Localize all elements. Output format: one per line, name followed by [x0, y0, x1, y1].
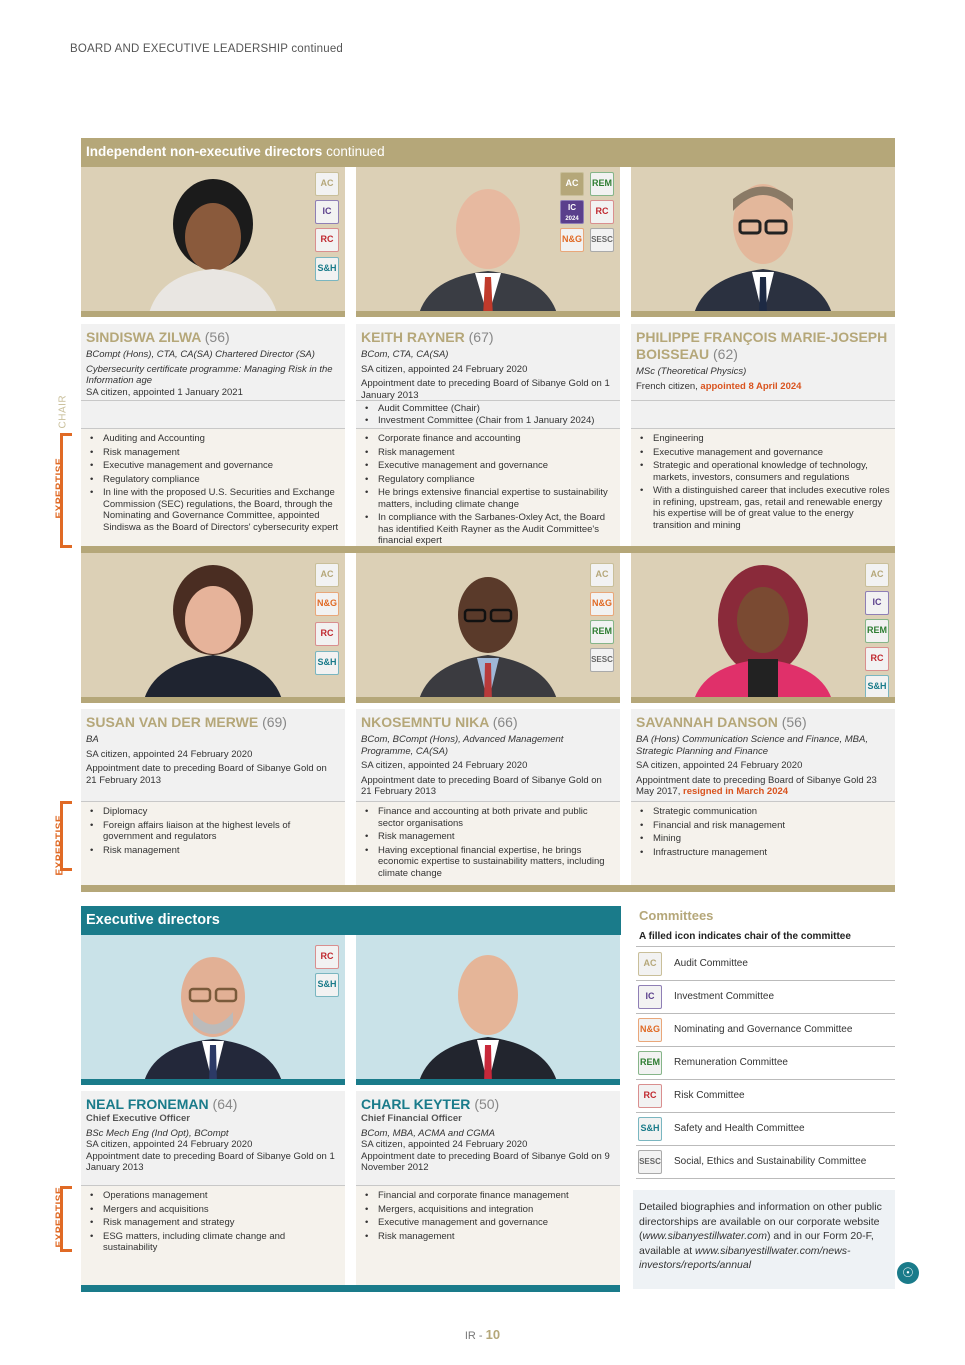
section-title-bold: Independent non-executive directors [86, 144, 323, 159]
appointment: SA citizen, appointed 24 February 2020 [361, 363, 528, 375]
expertise-froneman [81, 1185, 345, 1285]
expertise-item: • Having exceptional financial expertise, he brings economic expertise to sustainability matters, including climate change [361, 845, 615, 880]
section-title-continued: continued [326, 144, 385, 159]
expertise-item: • Financial and risk management [636, 820, 890, 832]
age-text: (67) [468, 329, 494, 345]
appointment-highlight: appointed 8 April 2024 [700, 380, 802, 392]
portrait-rayner [413, 169, 563, 317]
appointment: SA citizen, appointed 24 February 2020 [86, 1139, 253, 1150]
expertise-item: • Mining [636, 833, 890, 845]
chair-roles-zilwa [81, 400, 345, 428]
expertise-item: • Mergers and acquisitions [86, 1204, 340, 1216]
page-number [0, 1327, 965, 1342]
executive-info-keyter [356, 1091, 620, 1185]
executive-info-froneman [81, 1091, 345, 1185]
expertise-item: • Foreign affairs liaison at the highest levels of government and regulators [86, 820, 340, 843]
badge-rc: RC [590, 200, 614, 224]
expertise-item: • Regulatory compliance [361, 474, 615, 486]
expertise-item: • Strategic communication [636, 806, 890, 818]
appointment-preceding: Appointment date to preceding Board of Sibanye Gold on 1 January 2013 [361, 378, 610, 401]
badge-ng: N&G [590, 592, 614, 616]
committee-row-sh [636, 1113, 895, 1146]
expertise-item: • In line with the proposed U.S. Securities and Exchange Commission (SEC) regulations, the Board, through the Nominating and Governance Committee, appointed Sindiswa as the Board of Directors' cybersecurity expert [86, 487, 340, 533]
portrait-keyter [413, 937, 563, 1085]
badge-ic-year: 2024 [565, 216, 579, 222]
name-text: SINDISWA ZILWA [86, 329, 201, 345]
portrait-zilwa [138, 169, 288, 317]
director-photo-boisseau [631, 167, 895, 317]
qualifications: BA (Hons) Communication Science and Finance, MBA, Strategic Planning and Finance [636, 734, 868, 757]
badge-sh: S&H [315, 257, 339, 281]
expertise-bracket-3 [60, 1186, 72, 1252]
badge-rc: RC [638, 1084, 662, 1108]
expertise-item: • Finance and accounting at both private and public sector organisations [361, 806, 615, 829]
badge-ic-chair [560, 200, 584, 224]
section-title-executive: Executive directors [81, 906, 621, 935]
director-name [636, 714, 890, 731]
qualifications: BCompt (Hons), CTA, CA(SA) Chartered Director (SA) [86, 349, 315, 360]
director-name [361, 329, 615, 346]
qualifications: BCom, BCompt (Hons), Advanced Management Programme, CA(SA) [361, 734, 564, 757]
badge-ic: IC [638, 985, 662, 1009]
row-divider-2 [81, 885, 895, 892]
director-name [86, 329, 340, 346]
expertise-zilwa [81, 428, 345, 546]
note-text: Detailed biographies and information on other public directorships are available on our corporate website ( [639, 1201, 882, 1242]
portrait-boisseau [688, 169, 838, 317]
expertise-item: • He brings extensive financial expertise to sustainability matters, including climate change [361, 487, 615, 510]
director-info-vandermerwe [81, 709, 345, 801]
committee-label: Investment Committee [674, 991, 775, 1002]
expertise-item: • Auditing and Accounting [86, 433, 340, 445]
committee-row-ic [636, 981, 895, 1014]
director-photo-zilwa [81, 167, 345, 317]
photo-band [356, 1079, 620, 1085]
portrait-nika [413, 555, 563, 703]
expertise-item: • With a distinguished career that includes executive roles in refining, upstream, gas, retail and renewable energy his expertise will be of great value to the energy transition and mining [636, 485, 890, 531]
expertise-item: • Risk management [86, 845, 340, 857]
age-text: (66) [492, 714, 518, 730]
expertise-danson [631, 801, 895, 885]
committees-title: Committees [639, 908, 714, 923]
committees-note: A filled icon indicates chair of the committee [639, 931, 851, 942]
executive-name [86, 1096, 340, 1113]
expertise-item: • Risk management [86, 447, 340, 459]
expertise-item: • Operations management [86, 1190, 340, 1202]
photo-band [81, 1079, 345, 1085]
badge-sh: S&H [865, 675, 889, 699]
committee-label: Risk Committee [674, 1090, 745, 1101]
badge-rc: RC [315, 945, 339, 969]
expertise-side-label-1: EXPERTISE [54, 457, 66, 519]
expertise-item: • Executive management and governance [361, 1217, 615, 1229]
appointment-preceding: Appointment date to preceding Board of Sibanye Gold on 21 February 2013 [361, 774, 602, 797]
director-name [636, 329, 890, 363]
director-photo-danson [631, 553, 895, 703]
badge-sesc: SESC [638, 1150, 662, 1174]
badge-rem: REM [590, 620, 614, 644]
age-text: (64) [212, 1096, 238, 1112]
qualifications: BCom, MBA, ACMA and CGMA [361, 1127, 495, 1139]
annual-reports-link[interactable]: www.sibanyestillwater.com/news-investors/reports/annual [639, 1244, 851, 1271]
name-text: NEAL FRONEMAN [86, 1096, 209, 1112]
photo-band [356, 697, 620, 703]
expertise-item: • Executive management and governance [636, 447, 890, 459]
qualifications: BSc Mech Eng (Ind Opt), BCompt [86, 1127, 229, 1139]
badge-sh: S&H [315, 973, 339, 997]
expertise-rayner [356, 428, 620, 546]
expertise-side-label-3: EXPERTISE [54, 1186, 66, 1248]
name-text: NKOSEMNTU NIKA [361, 714, 489, 730]
page-number-value: 10 [485, 1327, 501, 1342]
qualifications: MSc (Theoretical Physics) [636, 366, 747, 377]
badge-ac: AC [315, 172, 339, 196]
age-text: (62) [713, 346, 738, 362]
photo-band [631, 697, 895, 703]
badge-rem: REM [590, 172, 614, 196]
committee-row-ac [636, 948, 895, 981]
expertise-item: • Executive management and governance [361, 460, 615, 472]
expertise-bracket-1 [60, 433, 72, 548]
badge-ng: N&G [315, 592, 339, 616]
appointment-text: French citizen, [636, 380, 701, 392]
expertise-item: • Risk management [361, 831, 615, 843]
director-photo-rayner [356, 167, 620, 317]
badge-ic: IC [315, 200, 339, 224]
qualifications-2: Cybersecurity certificate programme: Managing Risk in the Information age [86, 363, 333, 386]
expertise-item: • Engineering [636, 433, 890, 445]
appointment-preceding-text: Appointment date to preceding Board of Sibanye Gold 23 May 2017, [636, 774, 877, 797]
committee-label: Safety and Health Committee [674, 1123, 805, 1134]
badge-ac: AC [865, 563, 889, 587]
appointment: SA citizen, appointed 1 January 2021 [86, 386, 243, 398]
badge-rem: REM [638, 1051, 662, 1075]
director-info-boisseau [631, 324, 895, 400]
badge-ic: IC [865, 591, 889, 615]
expertise-item: • Financial and corporate finance management [361, 1190, 615, 1202]
director-photo-vandermerwe [81, 553, 345, 703]
name-text: PHILIPPE FRANÇOIS MARIE-JOSEPH BOISSEAU [636, 329, 888, 362]
expertise-item: • Executive management and governance [86, 460, 340, 472]
expertise-item: • Risk management [361, 1231, 615, 1243]
expertise-item: • Strategic and operational knowledge of technology, markets, investors, consumers and regulations [636, 460, 890, 483]
age-text: (50) [474, 1096, 500, 1112]
note-text-2: ) and in our Form 20-F, available at [639, 1230, 874, 1257]
photo-band [631, 311, 895, 317]
badge-ac: AC [315, 563, 339, 587]
appointment: SA citizen, appointed 24 February 2020 [636, 760, 803, 771]
expertise-side-label-2: EXPERTISE [54, 814, 66, 876]
director-info-danson [631, 709, 895, 801]
director-info-rayner [356, 324, 620, 400]
qualifications: BCom, CTA, CA(SA) [361, 349, 449, 360]
committee-row-rem [636, 1047, 895, 1080]
expertise-item: • Regulatory compliance [86, 474, 340, 486]
director-info-zilwa [81, 324, 345, 400]
section-title-independent [81, 138, 895, 167]
appointment-preceding: Appointment date to preceding Board of Sibanye Gold on 9 November 2012 [361, 1150, 610, 1173]
portrait-froneman [138, 937, 288, 1085]
appointment-preceding: Appointment date to preceding Board of Sibanye Gold on 21 February 2013 [86, 763, 327, 786]
director-photo-nika [356, 553, 620, 703]
expertise-item: • Mergers, acquisitions and integration [361, 1204, 615, 1216]
name-text: KEITH RAYNER [361, 329, 465, 345]
director-info-nika [356, 709, 620, 801]
row-divider-1 [81, 546, 895, 553]
resignation-highlight: resigned in March 2024 [683, 786, 789, 797]
badge-ng: N&G [638, 1018, 662, 1042]
expertise-vandermerwe [81, 801, 345, 885]
age-text: (56) [781, 714, 807, 730]
executive-role: Chief Financial Officer [361, 1113, 462, 1124]
committee-label: Remuneration Committee [674, 1057, 788, 1068]
badge-ng: N&G [560, 228, 584, 252]
website-link[interactable]: www.sibanyestillwater.com [642, 1230, 767, 1242]
committee-label: Audit Committee [674, 958, 748, 969]
chair-roles-rayner [356, 400, 620, 428]
expertise-item: • Risk management [361, 447, 615, 459]
chair-item: • Investment Committee (Chair from 1 January 2024) [361, 415, 615, 427]
badge-ic-text: IC [568, 203, 576, 212]
executive-name [361, 1096, 615, 1113]
badge-sesc: SESC [590, 648, 614, 672]
committee-row-ng [636, 1014, 895, 1047]
appointment: SA citizen, appointed 24 February 2020 [361, 760, 528, 771]
expertise-keyter [356, 1185, 620, 1285]
appointment: SA citizen, appointed 24 February 2020 [86, 748, 253, 760]
chair-side-label: CHAIR [57, 394, 69, 429]
badge-ac: AC [638, 952, 662, 976]
committee-label: Nominating and Governance Committee [674, 1024, 853, 1035]
page-prefix: IR - [464, 1330, 486, 1342]
chair-roles-boisseau [631, 400, 895, 428]
badge-sesc: SESC [590, 228, 614, 252]
age-text: (56) [204, 329, 230, 345]
appointment [636, 381, 890, 393]
globe-icon[interactable]: ☉ [897, 1262, 919, 1284]
running-header: BOARD AND EXECUTIVE LEADERSHIP continued [70, 43, 344, 55]
expertise-nika [356, 801, 620, 885]
expertise-boisseau [631, 428, 895, 546]
badge-ac: AC [590, 563, 614, 587]
expertise-item: • Corporate finance and accounting [361, 433, 615, 445]
name-text: SAVANNAH DANSON [636, 714, 778, 730]
committee-row-rc [636, 1080, 895, 1113]
row-divider-3 [81, 1285, 620, 1292]
committees-rule [636, 946, 895, 947]
age-text: (69) [262, 714, 287, 730]
badge-rem: REM [865, 619, 889, 643]
appointment-preceding: Appointment date to preceding Board of Sibanye Gold on 1 January 2013 [86, 1150, 335, 1173]
director-name [86, 714, 340, 731]
badge-rc: RC [865, 647, 889, 671]
badge-rc: RC [315, 622, 339, 646]
expertise-item: • Diplomacy [86, 806, 340, 818]
badge-ac-chair: AC [560, 172, 584, 196]
committee-row-sesc [636, 1146, 895, 1179]
executive-photo-froneman [81, 935, 345, 1085]
badge-rc: RC [315, 228, 339, 252]
portrait-danson [688, 555, 838, 703]
photo-band [356, 311, 620, 317]
portrait-vandermerwe [138, 555, 288, 703]
biographies-note [633, 1190, 895, 1289]
badge-sh: S&H [315, 651, 339, 675]
committee-label: Social, Ethics and Sustainability Committee [674, 1156, 867, 1167]
expertise-item: • ESG matters, including climate change and sustainability [86, 1231, 340, 1254]
expertise-item: • Infrastructure management [636, 847, 890, 859]
chair-item: • Audit Committee (Chair) [361, 403, 615, 415]
expertise-bracket-2 [60, 801, 72, 871]
photo-band [81, 311, 345, 317]
appointment: SA citizen, appointed 24 February 2020 [361, 1139, 528, 1150]
name-text: SUSAN VAN DER MERWE [86, 714, 259, 730]
executive-role: Chief Executive Officer [86, 1113, 191, 1124]
qualifications: BA [86, 734, 99, 745]
expertise-item: • In compliance with the Sarbanes-Oxley Act, the Board has identified Keith Rayner as the Audit Committee's financial expert [361, 512, 615, 547]
director-name [361, 714, 615, 731]
badge-sh: S&H [638, 1117, 662, 1141]
appointment-preceding [636, 775, 890, 798]
name-text: CHARL KEYTER [361, 1096, 471, 1112]
expertise-item: • Risk management and strategy [86, 1217, 340, 1229]
photo-band [81, 697, 345, 703]
executive-photo-keyter [356, 935, 620, 1085]
